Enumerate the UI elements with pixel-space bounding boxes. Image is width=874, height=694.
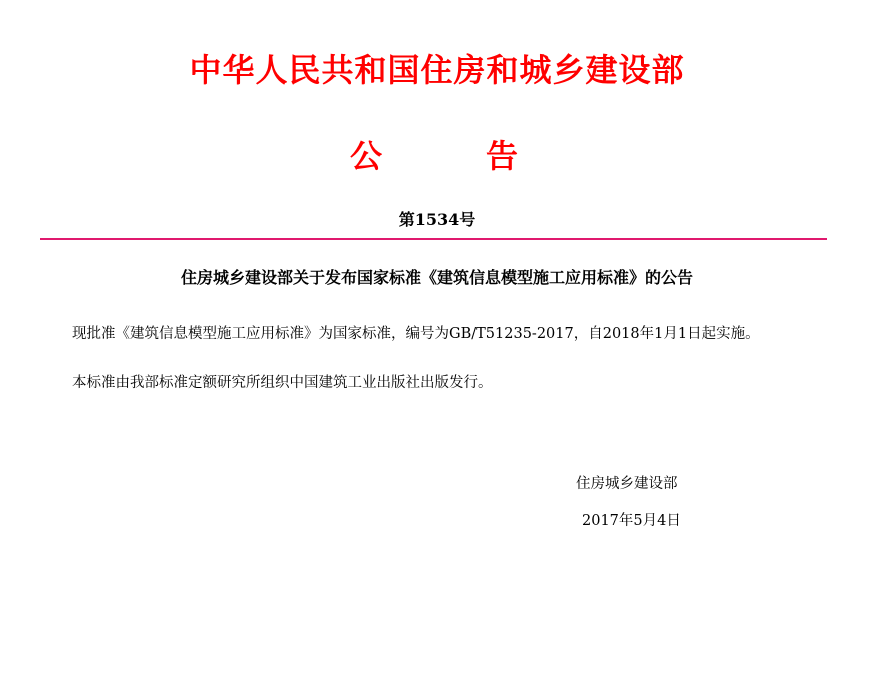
body-paragraph-publication: 本标准由我部标准定额研究所组织中国建筑工业出版社出版发行。 — [72, 375, 493, 391]
signer: 住房城乡建设部 — [576, 476, 678, 492]
issue-date: 2017年5月4日 — [582, 513, 681, 529]
header-divider — [40, 238, 827, 240]
body-paragraph-approval: 现批准《建筑信息模型施工应用标准》为国家标准，编号为GB/T51235-2017，自2018年1月1日起实施。 — [72, 326, 760, 342]
issuer-title: 中华人民共和国住房和城乡建设部 — [189, 51, 685, 89]
announcement-subject: 住房城乡建设部关于发布国家标准《建筑信息模型施工应用标准》的公告 — [180, 268, 693, 287]
announcement-heading-char-1: 公 — [350, 137, 383, 175]
document-number: 第1534号 — [398, 210, 476, 229]
announcement-heading-char-2: 告 — [486, 137, 519, 175]
